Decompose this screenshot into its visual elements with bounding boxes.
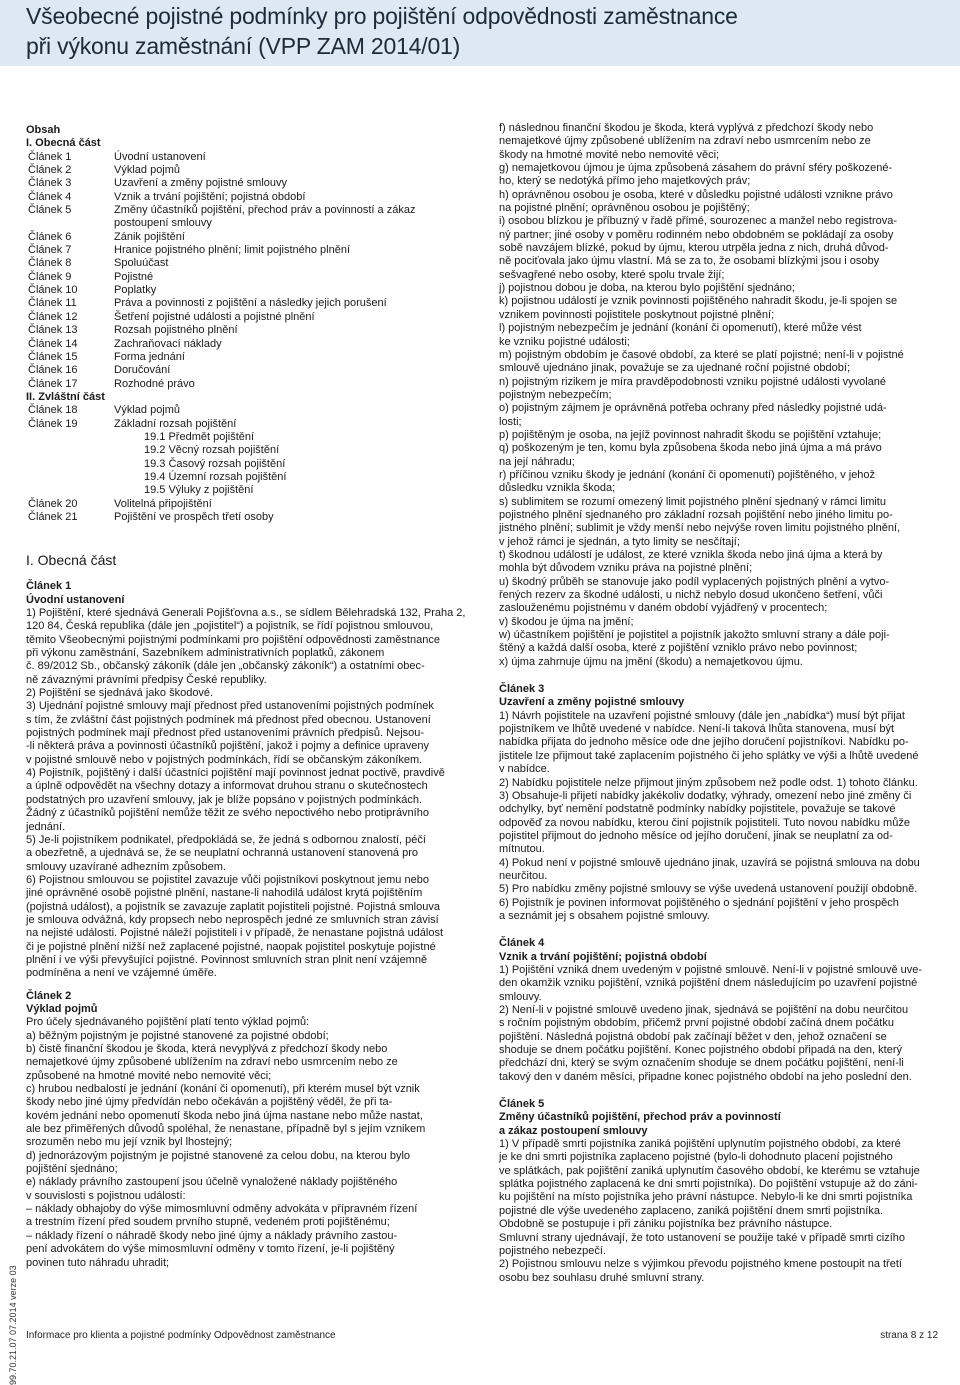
body-text-line: důsledku vznikla škoda;	[499, 482, 616, 495]
article-heading: Vznik a trvání pojištění; pojistná období	[499, 950, 707, 963]
article-heading: Článek 2	[26, 989, 72, 1002]
body-text-line: 5) Je-li pojistníkem podnikatel, předpokládá se, že jedná s odbornou znalostí, péčí	[26, 833, 426, 846]
toc-article-number: Článek 18	[28, 404, 78, 417]
body-text-line: takový den v daném měsíci, připadne konec pojistného období na jeho poslední den.	[499, 1070, 912, 1083]
body-text-line: Smluvní strany ujednávají, že toto ustanovení se použije také v případě smrti cizího	[499, 1231, 905, 1244]
body-text-line: w) účastníkem pojištění je pojistitel a pojistník jakožto smluvní strany a dále poji-	[499, 629, 890, 642]
body-text-line: jistného plnění; sublimit je vždy menší nebo nejvýše roven limitu pojistného plnění,	[499, 522, 901, 535]
left-body-text	[26, 580, 482, 1270]
document-title-line1: Všeobecné pojistné podmínky pro pojištění odpovědnosti zaměstnance	[26, 3, 738, 29]
toc-article-title: Úvodní ustanovení	[114, 150, 206, 163]
body-text-line: 4) Pokud není v pojistné smlouvě ujednáno jinak, uzavírá se pojistná smlouva na dobu	[499, 856, 920, 869]
body-text-line: x) újma zahrnuje újmu na jmění (škodu) a nemajetkovou újmu.	[499, 655, 803, 668]
body-text-line: na její náhradu;	[499, 455, 575, 468]
toc-row	[26, 338, 482, 351]
body-text-line: ve splátkách, pak pojištění zaniká uplynutím časového období, ke kterému se vztahuje	[499, 1164, 920, 1177]
toc-article-number: Článek 20	[28, 497, 78, 510]
body-text-line: vznikem povinnosti pojistitele poskytnout pojistné plnění;	[499, 308, 775, 321]
body-text-line: b) čistě finanční škodou je škoda, která nevyplývá z předchozí škody nebo	[26, 1043, 388, 1055]
body-text-line: pojistné dle výše uvedeného zaplaceno, zaniká pojištění dnem smrti pojistníka.	[499, 1204, 884, 1217]
toc-article-title: Základní rozsah pojištění	[114, 417, 237, 430]
body-text-line: sobě navzájem blízké, pokud by újmu, kterou utrpěla jedna z nich, druhá důvod-	[499, 242, 889, 255]
body-text-line: 1) V případě smrti pojistníka zaniká pojištění uplynutím pojistného období, za které	[499, 1138, 901, 1151]
article-heading: Článek 4	[499, 937, 545, 950]
toc-article-number: Článek 19	[28, 417, 78, 430]
body-text-line: 4) Pojistník, pojištěný i další účastníci pojištění mají povinnost jednat poctivě, pravdivě	[26, 767, 445, 780]
body-text-line: osobu bez souhlasu druhé smluvní strany.	[499, 1271, 705, 1284]
toc-part1-list	[26, 151, 482, 391]
toc-article-number: Článek 4	[28, 190, 72, 203]
body-text-line: q) poškozeným je ten, komu byla způsobena škoda nebo jiná újma a má právo	[499, 442, 882, 455]
body-text-line: jiné oprávněné osobě pojistné plnění, nastane-li nahodilá událost krytá pojištěním	[26, 887, 423, 900]
toc-article-title: Pojistné	[114, 270, 154, 283]
body-text-line: shoduje se dnem počátku pojištění. Konec pojistného období připadá na den, který	[499, 1044, 902, 1057]
toc-row	[26, 511, 482, 524]
toc-article-title: Pojištění ve prospěch třetí osoby	[114, 510, 274, 523]
toc-row	[26, 418, 482, 431]
body-text-line: škody nebo jiné újmy předvídán nebo očekáván a pojištěný věděl, že při ta-	[26, 1096, 393, 1109]
footer-left: Informace pro klienta a pojistné podmínky Odpovědnost zaměstnance	[26, 1330, 336, 1341]
body-text-line: nemajetkové újmy způsobené ublížením na zdraví nebo usmrcením nebo ze	[499, 135, 871, 148]
toc-row	[26, 271, 482, 284]
body-text-line: či je pojistné plnění nižší než zaplacené pojistné, naopak pojistitel poskytuje pojistné	[26, 940, 436, 953]
body-text-line: při výkonu zaměstnání, Sazebníkem administrativních poplatků, zákonem	[26, 647, 385, 660]
body-text-line: d) jednorázovým pojistným je pojistné stanovené za celou dobu, na kterou bylo	[26, 1149, 411, 1162]
body-text-line: r) příčinou vzniku škody je jednání (konání či opomenutí) pojištěného, v jehož	[499, 468, 876, 481]
toc-part1-heading: I. Obecná část	[26, 137, 101, 150]
body-text-line: 3) Obsahuje-li přijetí nabídky jakékoliv dodatky, výhrady, omezení nebo jiné změny či	[499, 789, 912, 802]
body-text-line: ku pojištění na místo pojistníka jeho právní nástupce. Nebylo-li ke dni smrti pojistníka	[499, 1191, 913, 1204]
toc-article-title: Hranice pojistného plnění; limit pojistného plnění	[114, 244, 351, 257]
body-text-line: nabídka přijata do jednoho měsíce ode dne jejího doručení pojistníkovi. Nabídku po-	[499, 736, 909, 749]
body-text-line: v souvislosti s pojistnou událostí:	[26, 1189, 186, 1202]
body-text-line: neurčitou.	[499, 869, 548, 882]
body-text-line: – náklady obhajoby do výše mimosmluvní odměny advokáta v přípravném řízení	[26, 1203, 418, 1216]
toc-article-number: Článek 9	[28, 270, 72, 283]
toc-row	[26, 311, 482, 324]
toc-article-number: Článek 13	[28, 324, 78, 337]
toc-row	[26, 404, 482, 417]
toc-row	[26, 164, 482, 177]
footer-page-number: strana 8 z 12	[880, 1330, 938, 1341]
toc-article-number: Článek 16	[28, 364, 78, 377]
body-text-line: c) hrubou nedbalostí je jednání (konání či opomenutí), při kterém musel být vznik	[26, 1083, 420, 1096]
body-text-line: č. 89/2012 Sb., občanský zákoník (dále jen „občanský zákoník“) a ostatními obec-	[26, 660, 425, 673]
toc-row	[26, 217, 482, 230]
toc-article-number: Článek 8	[28, 257, 72, 270]
body-text-line: jistitele lze přijmout také zaplacením pojistného či jeho splátky ve výši a lhůtě uvedené	[499, 749, 919, 762]
section-heading-general: I. Obecná část	[26, 552, 117, 569]
body-text-line: f) následnou finanční škodou je škoda, která vyplývá z předchozí škody nebo	[499, 122, 874, 134]
body-text-line: s ročním pojistným obdobím, přičemž první pojistné období začíná dnem počátku	[499, 1017, 894, 1030]
body-text-line: j) pojistnou dobou je doba, na kterou bylo pojištění sjednáno;	[499, 282, 795, 295]
document-title-line2: při výkonu zaměstnání (VPP ZAM 2014/01)	[26, 33, 461, 59]
body-text-line: pojištění sjednáno;	[26, 1163, 118, 1176]
toc-subsection: 19.5 Výluky z pojištění	[144, 484, 254, 497]
body-text-line: mohla být důvodem vzniku práva na pojistné plnění;	[499, 562, 753, 575]
article-heading: Změny účastníků pojištění, přechod práv a povinností	[499, 1111, 781, 1124]
body-text-line: 120 84, Česká republika (dále jen „pojistitel“) a pojistník, se řídí pojistnou smlouvou,	[26, 620, 434, 633]
body-text-line: řených rezerv za škodné události, u nichž nebylo dosud ukončeno šetření, vůči	[499, 589, 883, 602]
body-text-line: na nejisté události. Pojistné náleží pojistiteli i v případě, že nenastane pojistná událost	[26, 927, 444, 940]
body-text-line: způsobené na hmotné movité nebo nemovité věci;	[26, 1069, 272, 1082]
toc-subsection: 19.1 Předmět pojištění	[144, 430, 255, 443]
toc-row	[26, 257, 482, 270]
spacer	[499, 1084, 941, 1098]
toc-row	[26, 151, 482, 164]
toc-row	[26, 498, 482, 511]
body-text-line: mítnutou.	[499, 843, 545, 856]
toc-article-title: Vznik a trvání pojištění; pojistná období	[114, 190, 306, 203]
body-text-line: 2) Pojištění se sjednává jako škodové.	[26, 687, 214, 700]
body-text-line: Obdobně se postupuje i při zániku pojistníka bez právního nástupce.	[499, 1218, 833, 1231]
body-text-line: pení advokátem do výše mimosmluvní odměny v tomto řízení, je-li pojištěný	[26, 1243, 395, 1256]
body-text-line: s tím, že zvláštní část pojistných podmínek má přednost před obecnou. Ustanovení	[26, 713, 431, 726]
body-text-line: v) škodou je újma na jmění;	[499, 615, 634, 628]
body-text-line: 5) Pro nabídku změny pojistné smlouvy se výše uvedená ustanovení použijí obdobně.	[499, 883, 918, 896]
body-text-line: ně pociťovala jako újmu vlastní. Má se za to, že osobami blízkými jsou i osoby	[499, 255, 880, 268]
body-text-line: pojistného nebezpečí.	[499, 1244, 607, 1257]
body-text-line: odchylky, byť nemění podstatně podmínky nabídky pojistitele, považuje se takové	[499, 803, 896, 816]
body-text-line: s) sublimitem se rozumí omezený limit pojistného plnění sjednaný v rámci limitu	[499, 495, 886, 508]
body-text-line: ke vzniku pojistné události;	[499, 335, 630, 348]
body-text-line: štěný a každá další osoba, které z pojištění vzniklo právo nebo povinnost;	[499, 642, 858, 655]
toc-article-title: Doručování	[114, 364, 171, 377]
toc-article-title: Spoluúčast	[114, 257, 169, 270]
toc-article-title: Práva a povinnosti z pojištění a následky jejich porušení	[114, 297, 387, 310]
body-text-line: srozuměn nebo mu její vznik byl lhostejný;	[26, 1136, 233, 1149]
toc-article-number: Článek 2	[28, 164, 72, 177]
toc-article-title: Zánik pojištění	[114, 230, 185, 243]
body-text-line: (pojistná událost), a pojistník se zavazuje zaplatit pojistiteli pojistné. Pojistná smlouva	[26, 900, 440, 913]
body-text-line: 1) Pojištění vzniká dnem uvedeným v pojistné smlouvě. Není-li v pojistné smlouvě uve-	[499, 963, 923, 976]
toc-row	[26, 191, 482, 204]
toc-article-title: Změny účastníků pojištění, přechod práv a povinností a zákaz	[114, 204, 416, 217]
document-header	[0, 0, 960, 66]
body-text-line: je ke dni smrti pojistníka zaplaceno pojistné (bylo-li dohodnuto placení pojistného	[499, 1151, 893, 1164]
body-text-line: pojistného plnění sjednaného pro základní rozsah pojištění nebo jiného limitu po-	[499, 508, 893, 521]
toc-part2-heading: II. Zvláštní část	[26, 390, 105, 403]
body-text-line: o) pojistným zájmem je oprávněná potřeba ochrany před následky pojistné udá-	[499, 402, 887, 415]
body-text-line: 2) Pojistnou smlouvu nelze s výjimkou převodu pojistného kmene postoupit na třetí	[499, 1258, 902, 1271]
toc-article-number: Článek 6	[28, 230, 72, 243]
body-text-line: a trestním řízení před soudem prvního stupně, vedeném proti pojištěnému;	[26, 1216, 390, 1229]
body-text-line: kovém jednání nebo opomenutí škoda nebo jiná újma nastane nebo může nastat,	[26, 1109, 423, 1122]
right-body-text	[499, 122, 941, 1285]
toc-row	[26, 378, 482, 391]
body-text-line: g) nemajetkovou újmou je újma způsobená zásahem do právní sféry poškozené-	[499, 162, 893, 175]
right-column	[499, 122, 941, 1285]
body-text-line: Pro účely sjednávaného pojištění platí tento výklad pojmů:	[26, 1016, 310, 1029]
body-text-line: těmito Všeobecnými pojistnými podmínkami pro pojištění odpovědnosti zaměstnance	[26, 633, 440, 646]
toc-article-title: Výklad pojmů	[114, 164, 181, 177]
body-text-line: nemajetkové újmy způsobené ublížením na zdraví nebo usmrcením nebo ze	[26, 1056, 398, 1069]
toc-subsection: 19.3 Časový rozsah pojištění	[144, 457, 286, 470]
toc-article-number: Článek 12	[28, 310, 78, 323]
body-text-line: losti;	[499, 415, 522, 428]
body-text-line: – náklady řízení o náhradě škody nebo jiné újmy a náklady právního zastou-	[26, 1229, 398, 1242]
toc-article-number: Článek 3	[28, 177, 72, 190]
body-text-line: a obezřetně, a ujednává se, že se neuplatní ochranná ustanovení stanovená pro	[26, 847, 419, 860]
body-text-line: plnění i ve výši převyšující pojistné. Povinnost smluvních stran plnit není vzájemně	[26, 953, 428, 966]
body-text-line: pojistníkem ve lhůtě uvedené v nabídce. Není-li taková lhůta stanovena, musí být	[499, 723, 895, 736]
spacer	[499, 923, 941, 937]
article-heading: Článek 3	[499, 683, 545, 696]
toc-article-number: Článek 1	[28, 150, 72, 163]
toc-article-title: Šetření pojistné události a pojistné plnění	[114, 310, 315, 323]
toc-article-title: Rozsah pojistného plnění	[114, 324, 238, 337]
body-text-line: smlouvy uzavírané adhezním způsobem.	[26, 860, 226, 873]
article-heading: Uzavření a změny pojistné smlouvy	[499, 696, 685, 709]
toc-part2-list-a	[26, 404, 482, 431]
toc-part2-list-b	[26, 498, 482, 525]
toc-article-number: Článek 15	[28, 350, 78, 363]
toc-article-number: Článek 5	[28, 204, 72, 217]
spacer	[499, 669, 941, 683]
body-text-line: 2) Nabídku pojistitele nelze přijmout jiným způsobem než podle odst. 1) tohoto článku.	[499, 776, 918, 789]
body-text-line: podmíněna a není ve vzájemné úměře.	[26, 967, 217, 980]
body-text-line: ale bez přiměřených důvodů spoléhal, že nenastane, případně byl s jejím vznikem	[26, 1123, 426, 1136]
body-text-line: sešvagřené nebo osoby, které spolu trvale žijí;	[499, 268, 725, 281]
body-text-line: splátka pojistného zaplacená ke dni smrti pojistníka). Do pojištění vstupuje až do záni-	[499, 1178, 918, 1191]
body-text-line: je smlouva odvážná, kdy propsech nebo neprospěch jedné ze smluvních stran závisí	[26, 913, 439, 926]
body-text-line: a) běžným pojistným je pojistné stanovené za pojistné období;	[26, 1029, 329, 1042]
toc-row	[26, 364, 482, 377]
body-text-line: smlouvy.	[499, 990, 542, 1003]
toc-row	[26, 284, 482, 297]
side-version-text: 99.70.21.07 07.2014 verze 03	[8, 1265, 18, 1385]
body-text-line: pojistným nebezpečím;	[499, 388, 612, 401]
article-heading: a zákaz postoupení smlouvy	[499, 1124, 648, 1137]
body-text-line: h) oprávněnou osobou je osoba, které v důsledku pojistné události vznikne právo	[499, 188, 893, 201]
body-text-line: jednání.	[26, 820, 66, 833]
body-text-line: m) pojistným obdobím je časové období, za které se platí pojistné; není-li v pojistné	[499, 348, 904, 361]
body-text-line: ně závaznými právními předpisy České republiky.	[26, 673, 267, 686]
body-text-line: 2) Není-li v pojistné smlouvě uvedeno jinak, sjednává se pojištění na dobu neurčitou	[499, 1004, 909, 1016]
body-text-line: 1) Pojištění, které sjednává Generali Pojišťovna a.s., se sídlem Bělehradská 132, Praha 2,	[26, 607, 466, 619]
body-text-line: pojistitel přijmout do jednoho měsíce od jejího doručení, jinak se neuplatní za od-	[499, 829, 893, 842]
toc-article-title: Rozhodné právo	[114, 377, 195, 390]
article-heading: Úvodní ustanovení	[26, 593, 125, 606]
spacer	[26, 981, 482, 990]
toc-article-title: postoupení smlouvy	[114, 217, 212, 230]
toc-article-number: Článek 21	[28, 510, 78, 523]
toc-article-number: Článek 11	[28, 297, 77, 310]
toc-article-number: Článek 14	[28, 337, 78, 350]
toc-heading: Obsah	[26, 124, 61, 136]
toc-subsection: 19.4 Územní rozsah pojištění	[144, 470, 287, 483]
body-text-line: v nabídce.	[499, 763, 550, 776]
toc-row	[26, 177, 482, 190]
left-column	[26, 124, 482, 1270]
body-text-line: škody na hmotné movité nebo nemovité věci;	[499, 148, 720, 161]
toc-part2-sublist	[26, 431, 482, 498]
body-text-line: zaslouženému pojistnému v daném období vyjádřený v procentech;	[499, 602, 828, 615]
body-text-line: pojištění. Následná pojistná období pak začínají běžet v den, jehož označení se	[499, 1030, 887, 1043]
body-text-line: -li některá práva a povinnosti účastníků pojištění, jakož i pojmy a definice upraveny	[26, 740, 429, 753]
body-text-line: předchází dni, který se svým označením shoduje se dnem počátku pojištění, není-li	[499, 1057, 904, 1070]
toc-article-title: Volitelná připojištění	[114, 497, 212, 510]
body-text-line: n) pojistným rizikem je míra pravděpodobnosti vzniku pojistné události vyvolané	[499, 375, 887, 388]
article-heading: Článek 5	[499, 1098, 545, 1111]
toc-article-number: Článek 10	[28, 284, 78, 297]
toc-article-number	[26, 217, 114, 230]
toc-subsection: 19.2 Věcný rozsah pojištění	[144, 444, 280, 457]
toc-row	[26, 231, 482, 244]
body-text-line: e) náklady právního zastoupení jsou účelně vynaložené náklady pojištěného	[26, 1176, 398, 1189]
body-text-line: a úplně odpovědět na všechny dotazy a informovat druhou stranu o skutečnostech	[26, 780, 428, 793]
body-text-line: v pojistné smlouvě nebo v pojistných podmínkách, řídí se občanským zákoníkem.	[26, 753, 423, 766]
toc-row	[26, 324, 482, 337]
toc-article-number: Článek 17	[28, 377, 78, 390]
body-text-line: odpověď za novou nabídku, kterou činí pojistník pojistiteli. Tuto novou nabídku může	[499, 816, 910, 829]
toc-row	[26, 244, 482, 257]
body-text-line: k) pojistnou událostí je vznik povinnosti pojištěného nahradit škodu, je-li spojen se	[499, 295, 898, 308]
article-heading: Článek 1	[26, 580, 72, 593]
toc-row	[26, 204, 482, 217]
body-text-line: 6) Pojistník je povinen informovat pojištěného o sjednání pojištění v jeho prospěch	[499, 896, 899, 909]
body-text-line: povinen tuto náhradu uhradit;	[26, 1256, 170, 1269]
body-text-line: p) pojištěným je osoba, na jejíž povinnost nahradit škodu se pojištění vztahuje;	[499, 428, 882, 441]
body-text-line: l) pojistným nebezpečím je jednání (konání či opomenutí), které může vést	[499, 322, 862, 335]
body-text-line: 6) Pojistnou smlouvou se pojistitel zavazuje vůči pojistníkovi poskytnout jemu nebo	[26, 873, 429, 886]
body-text-line: Žádný z účastníků pojištění nemůže těžit ze svého nepoctivého nebo protiprávního	[26, 807, 429, 820]
body-text-line: t) škodnou událostí je událost, ze které vznikla škoda nebo jiná újma a která by	[499, 549, 883, 561]
body-text-line: ný partner; jiné osoby v poměru rodinném nebo obdobném se pokládají za osoby	[499, 228, 894, 241]
body-text-line: 1) Návrh pojistitele na uzavření pojistné smlouvy (dále jen „nabídka“) musí být přijat	[499, 709, 905, 722]
body-text-line: podstatných pro uzavření smlouvy, jak je blíže popsáno v pojistných podmínkách.	[26, 793, 423, 806]
body-text-line: v jehož rámci je sjednán, a tyto limity se nesčítají;	[499, 535, 740, 548]
body-text-line: ho, který se nedotýká přímo jeho majetkových práv;	[499, 175, 751, 188]
toc-article-title: Forma jednání	[114, 350, 185, 363]
toc-row	[26, 297, 482, 310]
toc-article-title: Výklad pojmů	[114, 404, 181, 417]
article-heading: Výklad pojmů	[26, 1002, 98, 1015]
body-text-line: na pojistné plnění; oprávněnou osobou je pojištěný;	[499, 202, 750, 215]
toc-row	[26, 351, 482, 364]
toc-article-title: Poplatky	[114, 284, 157, 297]
body-text-line: a seznámit jej s obsahem pojistné smlouvy.	[499, 909, 710, 922]
body-text-line: den okamžik vzniku pojištění, vzniká pojištění dnem následujícím po uzavření pojistné	[499, 977, 918, 990]
body-text-line: u) škodný průběh se stanovuje jako podíl vyplacených pojistných plnění a vytvo-	[499, 575, 890, 588]
body-text-line: i) osobou blízkou je příbuzný v řadě přímé, sourozenec a manžel nebo registrova-	[499, 215, 898, 228]
body-text-line: pojistných podmínek mají přednost před ustanoveními právních předpisů. Nejsou-	[26, 727, 425, 740]
body-text-line: smlouvě ujednáno jinak, považuje se za ujednané roční pojistné období;	[499, 362, 851, 375]
toc-article-title: Zachraňovací náklady	[114, 337, 222, 350]
body-text-line: 3) Ujednání pojistné smlouvy mají přednost před ustanoveními pojistných podmínek	[26, 700, 434, 713]
toc-article-title: Uzavření a změny pojistné smlouvy	[114, 177, 288, 190]
toc-article-number: Článek 7	[28, 244, 72, 257]
